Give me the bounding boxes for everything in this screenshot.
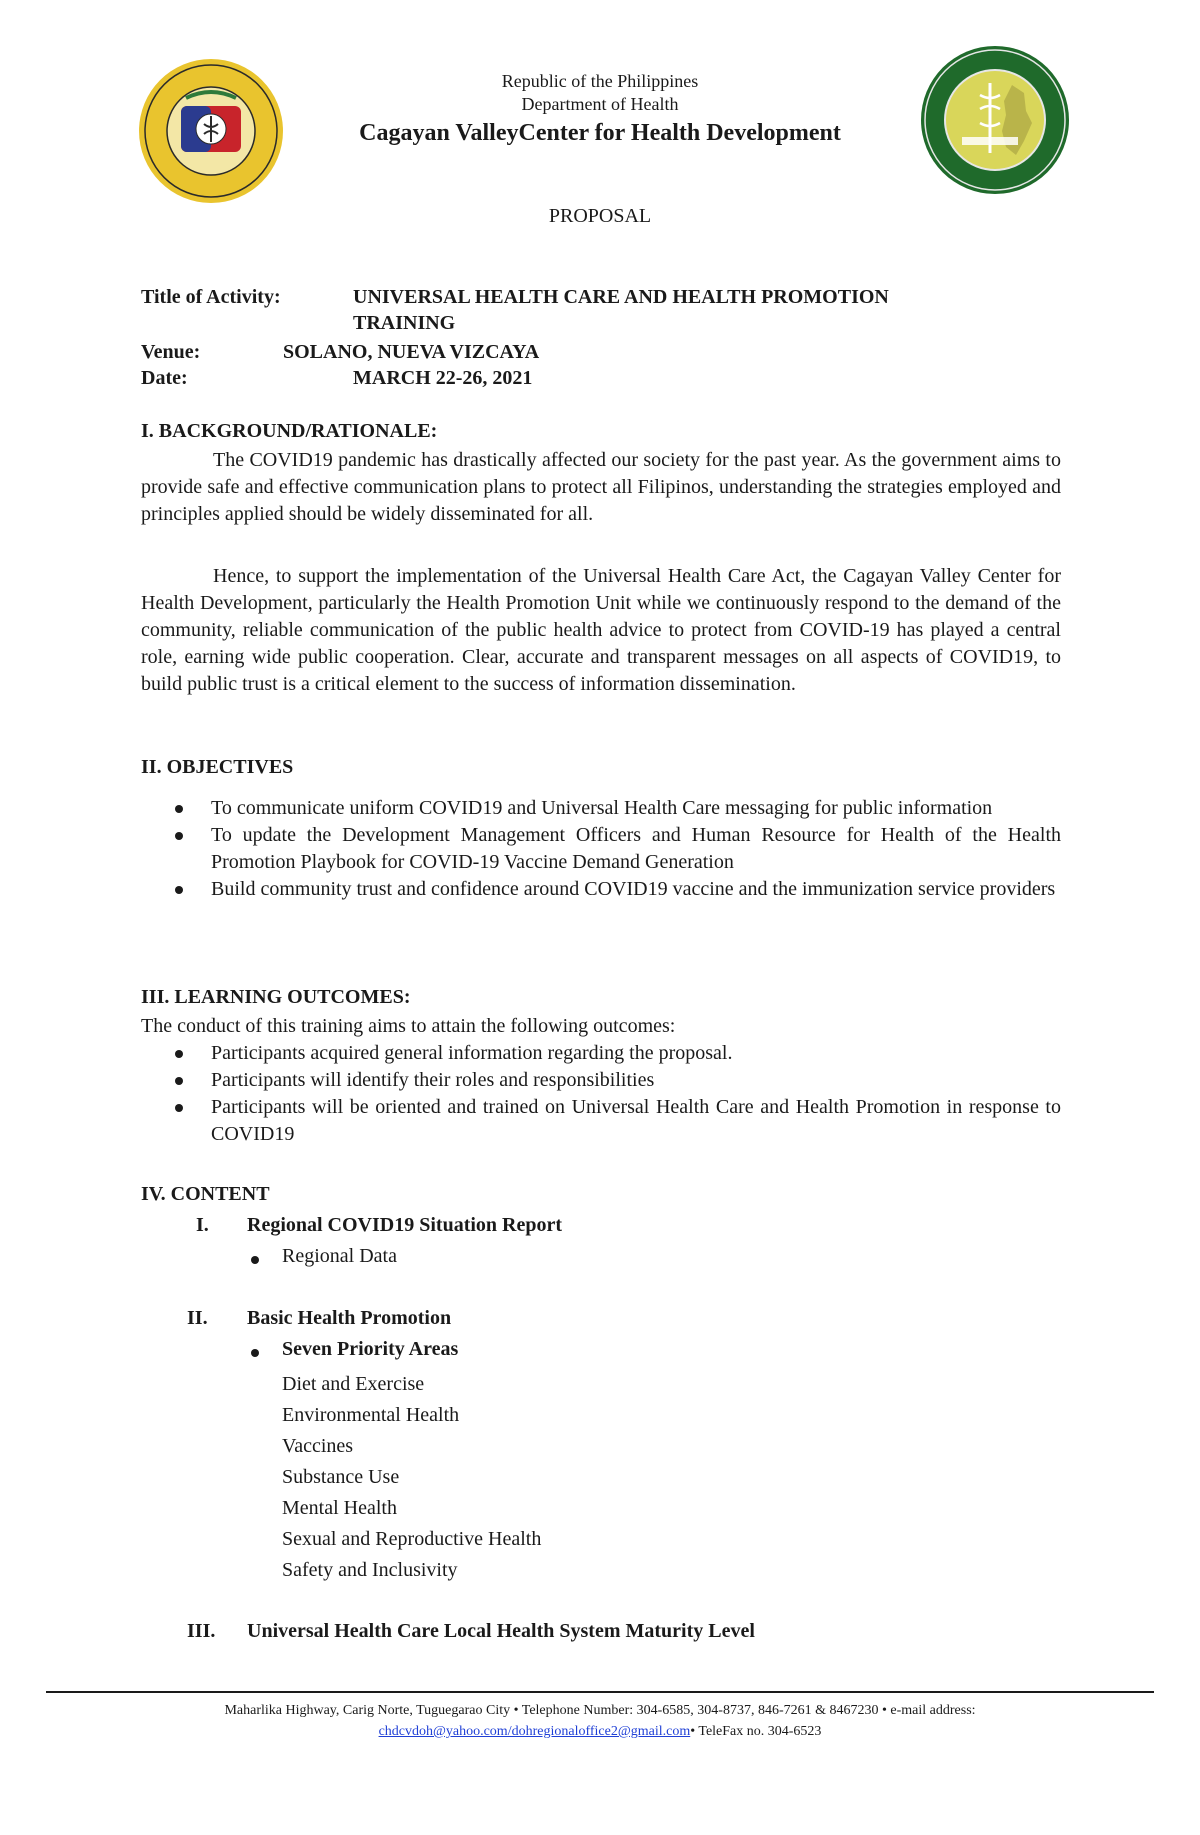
header-office-name: Cagayan ValleyCenter for Health Development (359, 120, 841, 146)
priority-areas-list (282, 1369, 541, 1586)
list-item: Vaccines (282, 1435, 354, 1457)
bullet-icon (175, 1104, 183, 1112)
outcomes-intro: The conduct of this training aims to attain the following outcomes: (141, 1015, 676, 1037)
list-item: Safety and Inclusivity (282, 1559, 458, 1581)
objectives-list (141, 795, 1061, 903)
list-item: Substance Use (282, 1466, 400, 1488)
objectives-heading: II. OBJECTIVES (141, 756, 294, 778)
list-item: Participants acquired general information regarding the proposal. (141, 1040, 1061, 1067)
background-paragraph-1: The COVID19 pandemic has drastically affected our society for the past year. As the government aims to provide safe and effective communication plans to protect all Filipinos, understanding the strategies employed and principles applied should be widely disseminated for all. (141, 449, 1061, 525)
list-item: Build community trust and confidence around COVID19 vaccine and the immunization service providers (141, 876, 1061, 903)
title-label: Title of Activity: (141, 286, 281, 308)
list-item: Diet and Exercise (282, 1373, 425, 1395)
list-item: Sexual and Reproductive Health (282, 1528, 542, 1550)
content-part-3-numeral: III. (187, 1620, 216, 1642)
bullet-icon (175, 1077, 183, 1085)
date-label: Date: (141, 367, 188, 389)
content-part-2-bullet: Seven Priority Areas (282, 1338, 459, 1360)
background-paragraph-2: Hence, to support the implementation of the Universal Health Care Act, the Cagayan Valley Center for Health Development, particularly the Health Promotion Unit while we continuously respond to the demand of the community, reliable communication of the public health advice to protect from COVID-19 has played a central role, earning wide public cooperation. Clear, accurate and transparent messages on all aspects of COVID19, to build public trust is a critical element to the success of information dissemination. (141, 565, 1061, 695)
list-item: Participants will identify their roles and responsibilities (141, 1067, 1061, 1094)
outcomes-list (141, 1040, 1061, 1148)
bullet-icon (175, 886, 183, 894)
content-part-1-title: Regional COVID19 Situation Report (247, 1214, 563, 1236)
content-part-2-title: Basic Health Promotion (247, 1307, 452, 1329)
footer-telefax: • TeleFax no. 304-6523 (690, 1724, 822, 1739)
content-part-1-numeral: I. (196, 1214, 209, 1236)
footer-email-link[interactable]: chdcvdoh@yahoo.com/dohregionaloffice2@gmail.com (378, 1724, 691, 1739)
background-heading: I. BACKGROUND/RATIONALE: (141, 420, 438, 442)
list-item: To communicate uniform COVID19 and Universal Health Care messaging for public information (141, 795, 1061, 822)
header-department: Department of Health (521, 94, 679, 114)
activity-title-line2: TRAINING (353, 312, 456, 334)
footer-divider (46, 1691, 1154, 1693)
doh-regional-office-seal-icon (920, 45, 1070, 195)
list-item: To update the Development Management Officers and Human Resource for Health of the Health Promotion Playbook for COVID-19 Vaccine Demand Generation (141, 822, 1061, 876)
bullet-icon (175, 1050, 183, 1058)
content-part-2-numeral: II. (187, 1307, 208, 1329)
venue-value: SOLANO, NUEVA VIZCAYA (283, 341, 540, 363)
header-country: Republic of the Philippines (501, 71, 699, 91)
activity-title-line1: UNIVERSAL HEALTH CARE AND HEALTH PROMOTION (353, 286, 889, 308)
footer-address: Maharlika Highway, Carig Norte, Tuguegarao City • Telephone Number: 304-6585, 304-8737, 846-7261 & 8467230 • e-mail address: (224, 1703, 976, 1718)
outcomes-heading: III. LEARNING OUTCOMES: (141, 986, 411, 1008)
date-value: MARCH 22-26, 2021 (353, 367, 533, 389)
list-item: Participants will be oriented and trained on Universal Health Care and Health Promotion in response to COVID19 (141, 1094, 1061, 1148)
list-item: Mental Health (282, 1497, 397, 1519)
list-item: Environmental Health (282, 1404, 460, 1426)
doh-national-seal-icon (138, 58, 284, 204)
content-heading: IV. CONTENT (141, 1183, 270, 1205)
venue-label: Venue: (141, 341, 201, 363)
bullet-icon (175, 832, 183, 840)
document-type-title: PROPOSAL (548, 205, 652, 227)
bullet-icon (251, 1256, 259, 1264)
bullet-icon (175, 805, 183, 813)
content-part-1-bullet: Regional Data (282, 1245, 397, 1267)
content-part-3-title: Universal Health Care Local Health System Maturity Level (247, 1620, 755, 1642)
footer-contact (0, 1724, 1200, 1740)
bullet-icon (251, 1349, 259, 1357)
